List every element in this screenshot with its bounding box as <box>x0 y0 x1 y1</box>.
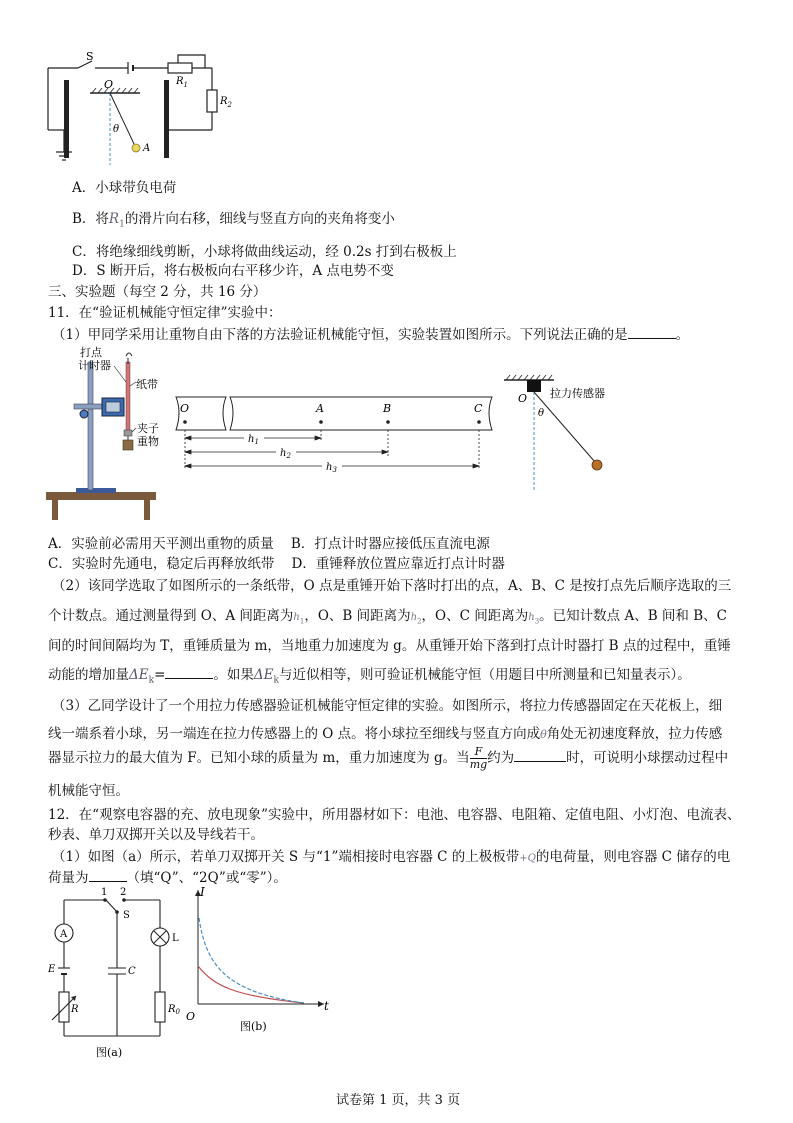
terminal-1-label: 1 <box>101 887 108 898</box>
q10-option-c: C．将绝缘细线剪断，小球将做曲线运动，经 0.2s 打到右极板上 <box>72 244 457 260</box>
capacitor-circuit-figure <box>40 40 240 170</box>
ball-label: A <box>143 143 151 154</box>
timer-label-2: 计时器 <box>78 359 111 372</box>
q11-part2-line3: 间的时间间隔均为 T，重锤质量为 m，当地重力加速度为 g。从重锤开始下落到打点计时器打 B 点的过程中，重锤 <box>48 638 731 654</box>
sensor-label: 拉力传感器 <box>550 387 605 400</box>
tape-h3: $h_3$ <box>326 462 337 474</box>
clip-label: 夹子 <box>137 422 159 435</box>
q11-part3-line1: （3）乙同学设计了一个用拉力传感器验证机械能守恒定律的实验。如图所示，将拉力传感器固定在天花板上，细 <box>52 698 723 714</box>
rheostat-label: R <box>71 1004 79 1015</box>
q11-option-c: C．实验时先通电，稳定后再释放纸带 D．重锤释放位置应靠近打点计时器 <box>48 556 505 572</box>
emf-label: E <box>48 964 56 975</box>
q12-part1-line1: （1）如图（a）所示，若单刀双掷开关 S 与“1”端相接时电容器 C 的上极板带+Q的电荷量，则电容器 C 储存的电 <box>52 849 731 865</box>
terminal-2-label: 2 <box>120 887 127 898</box>
q11-part3-line2: 线一端系着小球，另一端连在拉力传感器上的 O 点。将小球拉至细线与竖直方向成θ角处无初速度释放，拉力传感 <box>48 726 723 742</box>
ammeter-label: A <box>60 929 68 940</box>
tape-point-o: O <box>180 402 190 415</box>
q11-stem: 11．在“验证机械能守恒定律”实验中： <box>48 305 282 321</box>
svg-text:R1: $R_1$ <box>176 76 188 89</box>
paper-tape-figure <box>170 392 500 478</box>
q11-option-a: A．实验前必需用天平测出重物的质量 B．打点计时器应接低压直流电源 <box>48 536 490 552</box>
page-footer: 试卷第 1 页，共 3 页 <box>336 1093 461 1108</box>
q11-option-d: D．重锤释放位置应靠近打点计时器 <box>291 556 505 572</box>
force-ratio-fraction: $\frac{F}{mg}$ <box>469 745 488 771</box>
sensor-angle-label: θ <box>538 408 545 419</box>
tape-point-a: A <box>316 402 324 415</box>
q10-option-a: A．小球带负电荷 <box>72 180 177 196</box>
fixed-resistor-label: $R_0$ <box>168 1004 180 1016</box>
weight-label: 重物 <box>137 435 159 448</box>
q11-option-b: B．打点计时器应接低压直流电源 <box>290 536 490 552</box>
tape-h2: $h_2$ <box>280 448 291 460</box>
q12-stem: 12．在“观察电容器的充、放电现象”实验中，所用器材如下：电池、电容器、电阻箱、定值电阻、小灯泡、电流表、 <box>48 807 741 823</box>
free-fall-apparatus-figure <box>46 342 166 520</box>
angle-label: θ <box>113 124 120 135</box>
q11-part2-line1: （2）该同学选取了如图所示的一条纸带，O 点是重锤开始下落时打出的点，A、B、C 是按打点先后顺序选取的三 <box>52 578 732 594</box>
q12-stem-2: 秒表、单刀双掷开关以及导线若干。 <box>48 827 264 843</box>
origin-label: O <box>186 1010 196 1023</box>
axis-t-label: t <box>324 999 329 1013</box>
sensor-pivot-label: O <box>518 392 528 405</box>
q12-part1-line2: 荷量为 （填“Q”、“2Q”或“零”）。 <box>48 870 287 886</box>
pivot-label: O <box>104 78 114 91</box>
tape-point-c: C <box>474 402 483 415</box>
q11-part1: （1）甲同学采用让重物自由下落的方法验证机械能守恒，实验装置如图所示。下列说法正确的是 。 <box>52 327 690 343</box>
tape-h1: $h_1$ <box>248 434 259 446</box>
q11-part2-line2: 个计数点。通过测量得到 O、A 间距离为$h_1$，O、B 间距离为$h_2$，O、C 间距离为$h_3$。已知计数点 A、B 间和 B、C <box>48 608 727 626</box>
lamp-label: L <box>172 933 179 944</box>
force-sensor-pendulum-figure <box>498 372 628 492</box>
section-heading: 三、实验题（每空 2 分，共 16 分） <box>48 284 267 300</box>
q10-option-b: B．将$R_1$的滑片向右移，细线与竖直方向的夹角将变小 <box>72 211 395 230</box>
q11-part3-line3: 器显示拉力的最大值为 F。已知小球的质量为 m，重力加速度为 g。当 $\frac{F}{mg}$ 约为 时，可说明小球摆动过程中 <box>48 745 729 771</box>
capacitor-label: C <box>128 966 136 977</box>
timer-label-1: 打点 <box>80 346 102 359</box>
q10-option-d: D．S 断开后，将右极板向右平移少许，A 点电势不变 <box>72 263 394 279</box>
q11-part3-line4: 机械能守恒。 <box>48 783 129 799</box>
current-time-graph-figure-b <box>184 884 334 1034</box>
switch-label: S <box>86 50 94 63</box>
axis-i-label: I <box>200 885 205 899</box>
figure-b-caption: 图(b) <box>240 1020 267 1033</box>
tape-point-b: B <box>383 402 392 415</box>
svg-text:R2: $R_2$ <box>220 96 232 109</box>
switch-s-label: S <box>123 910 130 921</box>
q11-part2-line4: 动能的增加量$\Delta E_k=$ 。如果$\Delta E_k$与近似相等，则可验证机械能守恒（用题目中所测量和已知量表示）。 <box>48 667 691 686</box>
tape-label: 纸带 <box>136 378 158 391</box>
charging-circuit-figure-a <box>44 884 184 1062</box>
figure-a-caption: 图(a) <box>96 1046 123 1059</box>
